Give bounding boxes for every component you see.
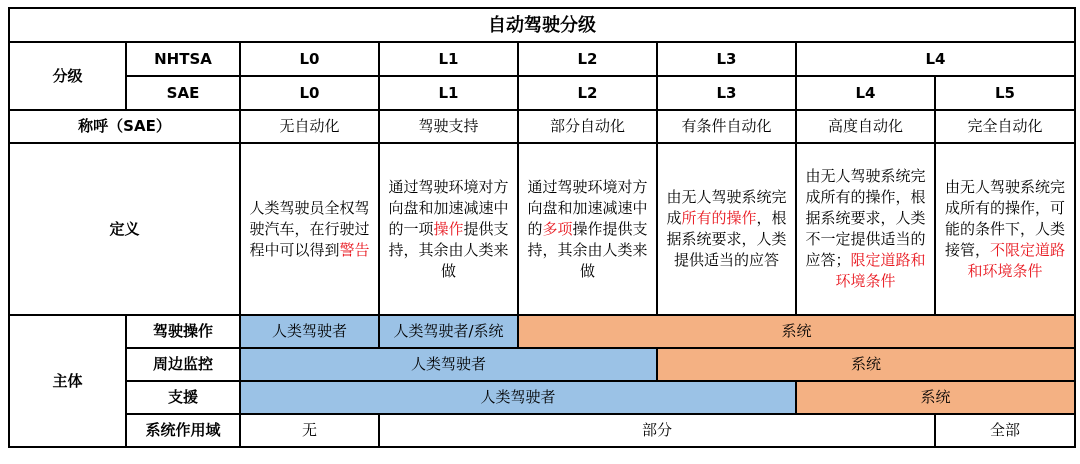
definition-text: 人类驾驶员全权驾驶汽车，在行驶过程中可以得到 <box>249 198 370 259</box>
level-definition <box>935 143 1075 315</box>
definition-text: 提供支持，其余由人类来做 <box>388 219 509 280</box>
definition-highlight: 多项 <box>542 219 573 238</box>
level-definition <box>518 143 657 315</box>
system-domain-label: 系统作用域 <box>126 414 240 447</box>
definition-highlight: 限定道路和环境条件 <box>835 251 926 290</box>
sae-level: L4 <box>796 76 935 110</box>
level-definition <box>240 143 379 315</box>
nhtsa-label: NHTSA <box>126 42 240 76</box>
level-name: 驾驶支持 <box>379 110 518 143</box>
definition-highlight: 所有的操作 <box>681 209 757 227</box>
nhtsa-level: L2 <box>518 42 657 76</box>
fallback-label: 支援 <box>126 381 240 414</box>
automation-level-table <box>8 7 1076 448</box>
level-name: 有条件自动化 <box>657 110 796 143</box>
definition-text: 操作提供支持，其余由人类来做 <box>527 219 648 280</box>
level-name: 部分自动化 <box>518 110 657 143</box>
sae-label: SAE <box>126 76 240 110</box>
definition-text: ，根据系统要求，人类提供适当的应答 <box>666 209 787 269</box>
subject-label: 主体 <box>9 315 126 447</box>
fallback-human: 人类驾驶者 <box>240 381 796 414</box>
system-domain-none: 无 <box>240 414 379 447</box>
system-domain-all: 全部 <box>935 414 1075 447</box>
definition-text: 由无人驾驶系统完成所有的操作，可能的条件下，人类接管， <box>944 177 1065 259</box>
name-label: 称呼（SAE） <box>9 110 240 143</box>
sae-level: L2 <box>518 76 657 110</box>
definition-text: 通过驾驶环境对方向盘和加速减速中的 <box>527 177 648 238</box>
nhtsa-level: L0 <box>240 42 379 76</box>
system-domain-partial: 部分 <box>379 414 935 447</box>
definition-highlight: 操作 <box>433 219 464 238</box>
driving-operation-human: 人类驾驶者 <box>240 315 379 348</box>
level-definition <box>379 143 518 315</box>
definition-highlight: 警告 <box>339 240 370 259</box>
level-definition <box>657 143 796 315</box>
level-name: 完全自动化 <box>935 110 1075 143</box>
level-definition <box>796 143 935 315</box>
driving-operation-human-system: 人类驾驶者/系统 <box>379 315 518 348</box>
definition-highlight: 不限定道路和环境条件 <box>967 240 1066 280</box>
definition-text: 由无人驾驶系统完成所有的操作，根据系统要求，人类不一定提供适当的应答； <box>805 167 926 269</box>
driving-operation-label: 驾驶操作 <box>126 315 240 348</box>
level-name: 无自动化 <box>240 110 379 143</box>
grading-label: 分级 <box>9 42 126 110</box>
monitoring-system: 系统 <box>657 348 1075 381</box>
table-title: 自动驾驶分级 <box>9 8 1075 42</box>
definition-text: 通过驾驶环境对方向盘和加速减速中的一项 <box>388 177 509 238</box>
nhtsa-level: L1 <box>379 42 518 76</box>
definition-text: 由无人驾驶系统完成 <box>666 188 787 227</box>
monitoring-label: 周边监控 <box>126 348 240 381</box>
definition-label: 定义 <box>9 143 240 315</box>
sae-level: L0 <box>240 76 379 110</box>
sae-level: L5 <box>935 76 1075 110</box>
nhtsa-level: L4 <box>796 42 1075 76</box>
level-name: 高度自动化 <box>796 110 935 143</box>
sae-level: L1 <box>379 76 518 110</box>
driving-operation-system: 系统 <box>518 315 1075 348</box>
automation-level-table-container <box>8 7 1076 448</box>
fallback-system: 系统 <box>796 381 1075 414</box>
sae-level: L3 <box>657 76 796 110</box>
monitoring-human: 人类驾驶者 <box>240 348 657 381</box>
nhtsa-level: L3 <box>657 42 796 76</box>
